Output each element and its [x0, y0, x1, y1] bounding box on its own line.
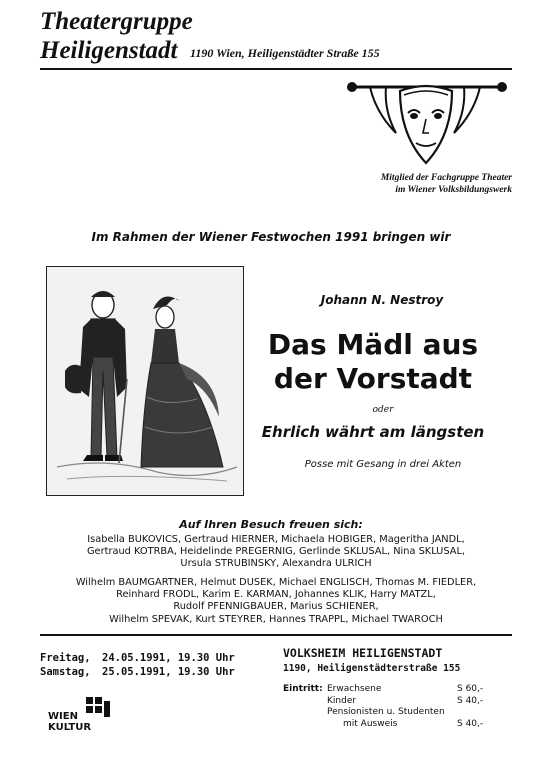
victorian-couple-engraving — [46, 266, 244, 496]
admission-prices — [283, 684, 503, 730]
membership-caption-line1: Mitglied der Fachgruppe Theater — [380, 173, 512, 183]
svg-text:WIEN: WIEN — [48, 711, 78, 722]
svg-text:KULTUR: KULTUR — [48, 722, 92, 733]
performance-day: Freitag, — [40, 652, 91, 664]
price-row — [283, 707, 503, 719]
performance-day: Samstag, — [40, 666, 91, 678]
wien-kultur-logo — [46, 695, 112, 735]
play-title-line2: der Vorstadt — [273, 362, 473, 395]
performance-dates — [40, 651, 235, 679]
price-row — [283, 719, 503, 731]
membership-caption — [272, 172, 512, 196]
price-value: S 40,- — [457, 695, 484, 706]
cast-men-list — [40, 577, 512, 626]
footer-divider — [40, 634, 512, 636]
performance-row — [40, 665, 235, 679]
price-category: Kinder — [327, 695, 357, 706]
cast-line: Ursula STRUBINSKY, Alexandra ULRICH — [180, 558, 372, 570]
venue-name: VOLKSHEIM HEILIGENSTADT — [283, 646, 443, 660]
price-category: Erwachsene — [327, 684, 382, 694]
troupe-address: 1190 Wien, Heiligenstädter Straße 155 — [190, 46, 380, 60]
performance-datetime: 24.05.1991, 19.30 Uhr — [102, 652, 235, 664]
cast-line: Rudolf PFENNIGBAUER, Marius SCHIENER, — [173, 601, 379, 613]
membership-caption-line2: im Wiener Volksbildungswerk — [395, 185, 512, 195]
cast-line: Wilhelm SPEVAK, Kurt STEYRER, Hannes TRAPPL, Michael TWAROCH — [109, 613, 443, 625]
admission-label: Eintritt: — [283, 684, 323, 694]
troupe-name-line1: Theatergruppe — [40, 8, 193, 35]
cast-women-list — [40, 534, 512, 571]
author-name: Johann N. Nestroy — [320, 293, 444, 307]
price-value — [457, 707, 503, 719]
price-category: mit Ausweis — [343, 718, 398, 729]
play-subtitle: Ehrlich währt am längsten — [261, 423, 485, 441]
cast-line: Reinhard FRODL, Karim E. KARMAN, Johannes KLIK, Harry MATZL, — [116, 589, 436, 601]
play-genre: Posse mit Gesang in drei Akten — [304, 459, 462, 470]
title-connector: oder — [372, 405, 394, 415]
performance-datetime: 25.05.1991, 19.30 Uhr — [102, 666, 235, 678]
price-value: S 60,- — [457, 684, 484, 694]
price-value: S 40,- — [457, 718, 484, 729]
cast-line: Isabella BUKOVICS, Gertraud HIERNER, Michaela HOBIGER, Mageritha JANDL, — [87, 534, 465, 545]
price-row — [283, 696, 503, 708]
cast-line: Wilhelm BAUMGARTNER, Helmut DUSEK, Michael ENGLISCH, Thomas M. FIEDLER, — [75, 577, 477, 588]
cast-heading: Auf Ihren Besuch freuen sich: — [179, 518, 363, 531]
venue-address: 1190, Heiligenstädterstraße 155 — [283, 663, 461, 674]
troupe-name-line2: Heiligenstadt — [40, 37, 178, 64]
play-title-line1: Das Mädl aus — [267, 328, 479, 361]
header-divider — [40, 68, 512, 70]
price-category: Pensionisten u. Studenten — [327, 707, 445, 717]
festival-intro: Im Rahmen der Wiener Festwochen 1991 bringen wir — [91, 230, 451, 244]
cast-line: Gertraud KOTRBA, Heidelinde PREGERNIG, Gerlinde SKLUSAL, Nina SKLUSAL, — [86, 546, 466, 558]
performance-row — [40, 651, 235, 665]
price-row — [283, 684, 503, 696]
